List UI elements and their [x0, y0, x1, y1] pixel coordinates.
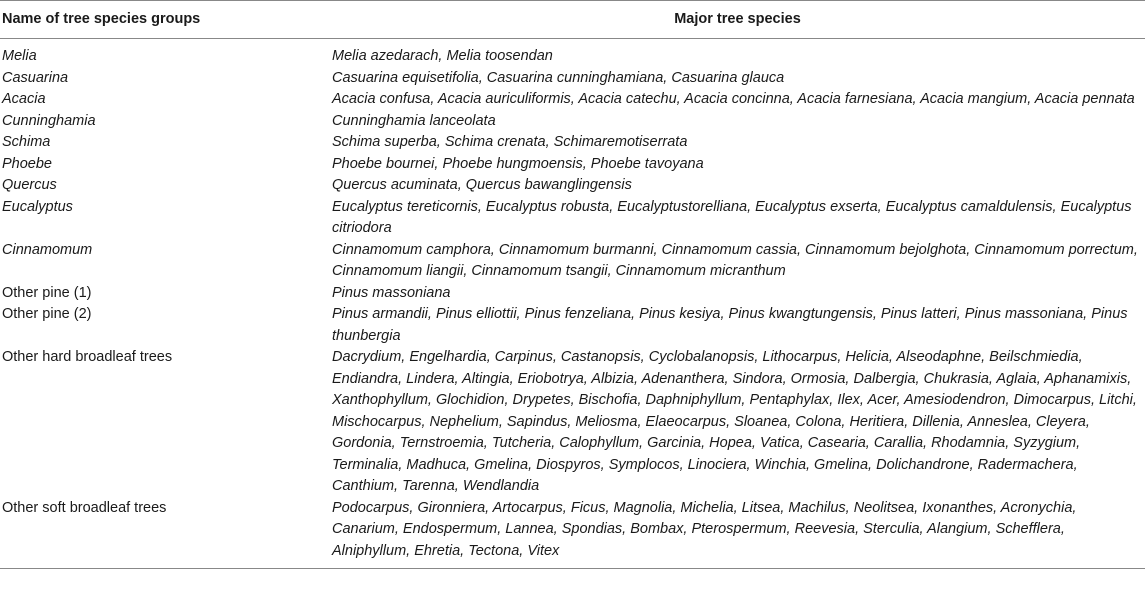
group-name-cell: Phoebe — [2, 155, 52, 172]
species-cell: Eucalyptus tereticornis, Eucalyptus robusta, Eucalyptustorelliana, Eucalyptus exserta, Eucalyptus camaldulensis, Eucalyptus citriodora — [332, 198, 1132, 236]
table-row — [0, 111, 1145, 133]
species-cell: Phoebe bournei, Phoebe hungmoensis, Phoebe tavoyana — [332, 155, 704, 172]
table-row — [0, 89, 1145, 111]
column-header-group-name: Name of tree species groups — [0, 1, 330, 39]
species-cell: Acacia confusa, Acacia auriculiformis, Acacia catechu, Acacia concinna, Acacia farnesiana, Acacia mangium, Acacia pennata — [332, 91, 1135, 107]
group-name-cell: Melia — [2, 48, 37, 64]
table-row — [0, 39, 1145, 68]
table-header-row — [0, 1, 1145, 39]
species-cell: Pinus armandii, Pinus elliottii, Pinus fenzeliana, Pinus kesiya, Pinus kwangtungensis, Pinus latteri, Pinus massoniana, Pinus thunbergia — [332, 306, 1128, 344]
species-cell: Quercus acuminata, Quercus bawanglingensis — [332, 177, 632, 193]
group-name-cell: Schima — [2, 134, 51, 150]
table-row — [0, 154, 1145, 176]
group-name-cell: Cunninghamia — [2, 112, 96, 129]
species-cell: Melia azedarach, Melia toosendan — [332, 48, 553, 64]
table-row — [0, 197, 1145, 240]
species-cell: Podocarpus, Gironniera, Artocarpus, Ficus, Magnolia, Michelia, Litsea, Machilus, Neolitsea, Ixonanthes, Acronychia, Canarium, Endospermum, Lannea, Spondias, Bombax, Pterospermum, Reevesia, Sterculia, Alangium, Schefflera, Alniphyllum, Ehretia, Tectona, Vitex — [330, 498, 1145, 569]
species-cell: Cunninghamia lanceolata — [332, 112, 496, 129]
table-row — [0, 347, 1145, 498]
species-cell: Casuarina equisetifolia, Casuarina cunninghamiana, Casuarina glauca — [332, 69, 785, 86]
column-header-major-species: Major tree species — [330, 1, 1145, 39]
species-cell: Cinnamomum camphora, Cinnamomum burmanni, Cinnamomum cassia, Cinnamomum bejolghota, Cinnamomum porrectum, Cinnamomum liangii, Cinnamomum tsangii, Cinnamomum micranthum — [332, 241, 1138, 279]
group-name-cell: Other soft broadleaf trees — [0, 498, 330, 569]
table-row — [0, 240, 1145, 283]
group-name-cell: Eucalyptus — [2, 198, 73, 215]
table-row — [0, 304, 1145, 347]
species-cell: Schima superba, Schima crenata, Schimaremotiserrata — [332, 134, 688, 150]
table-row — [0, 283, 1145, 305]
group-name-cell: Other hard broadleaf trees — [2, 349, 173, 365]
group-name-cell: Quercus — [2, 177, 57, 193]
table-row — [0, 68, 1145, 90]
group-name-cell: Cinnamomum — [2, 241, 93, 258]
species-cell: Dacrydium, Engelhardia, Carpinus, Castanopsis, Cyclobalanopsis, Lithocarpus, Helicia, Alseodaphne, Beilschmiedia, Endiandra, Lindera, Altingia, Eriobotrya, Albizia, Adenanthera, Sindora, Ormosia, Dalbergia, Chukrasia, Aglaia, Aphanamixis, Xanthophyllum, Glochidion, Drypetes, Bischofia, Daphniphyllum, Pentaphylax, Ilex, Acer, Amesiodendron, Dimocarpus, Litchi, Mischocarpus, Nephelium, Sapindus, Meliosma, Elaeocarpus, Sloanea, Colona, Heritiera, Dillenia, Anneslea, Cleyera, Gordonia, Ternstroemia, Tutcheria, Calophyllum, Garcinia, Hopea, Vatica, Casearia, Carallia, Rhodamnia, Syzygium, Terminalia, Madhuca, Gmelina, Diospyros, Symplocos, Linociera, Winchia, Gmelina, Dolichandrone, Radermachera, Canthium, Tarenna, Wendlandia — [332, 349, 1137, 494]
group-name-cell: Other pine (1) — [2, 284, 92, 301]
table-row — [0, 132, 1145, 154]
species-cell: Pinus massoniana — [332, 284, 451, 301]
group-name-cell: Casuarina — [2, 69, 69, 86]
table-row — [0, 498, 1145, 569]
group-name-cell: Acacia — [2, 91, 46, 107]
table-row — [0, 175, 1145, 197]
group-name-cell: Other pine (2) — [2, 306, 92, 322]
